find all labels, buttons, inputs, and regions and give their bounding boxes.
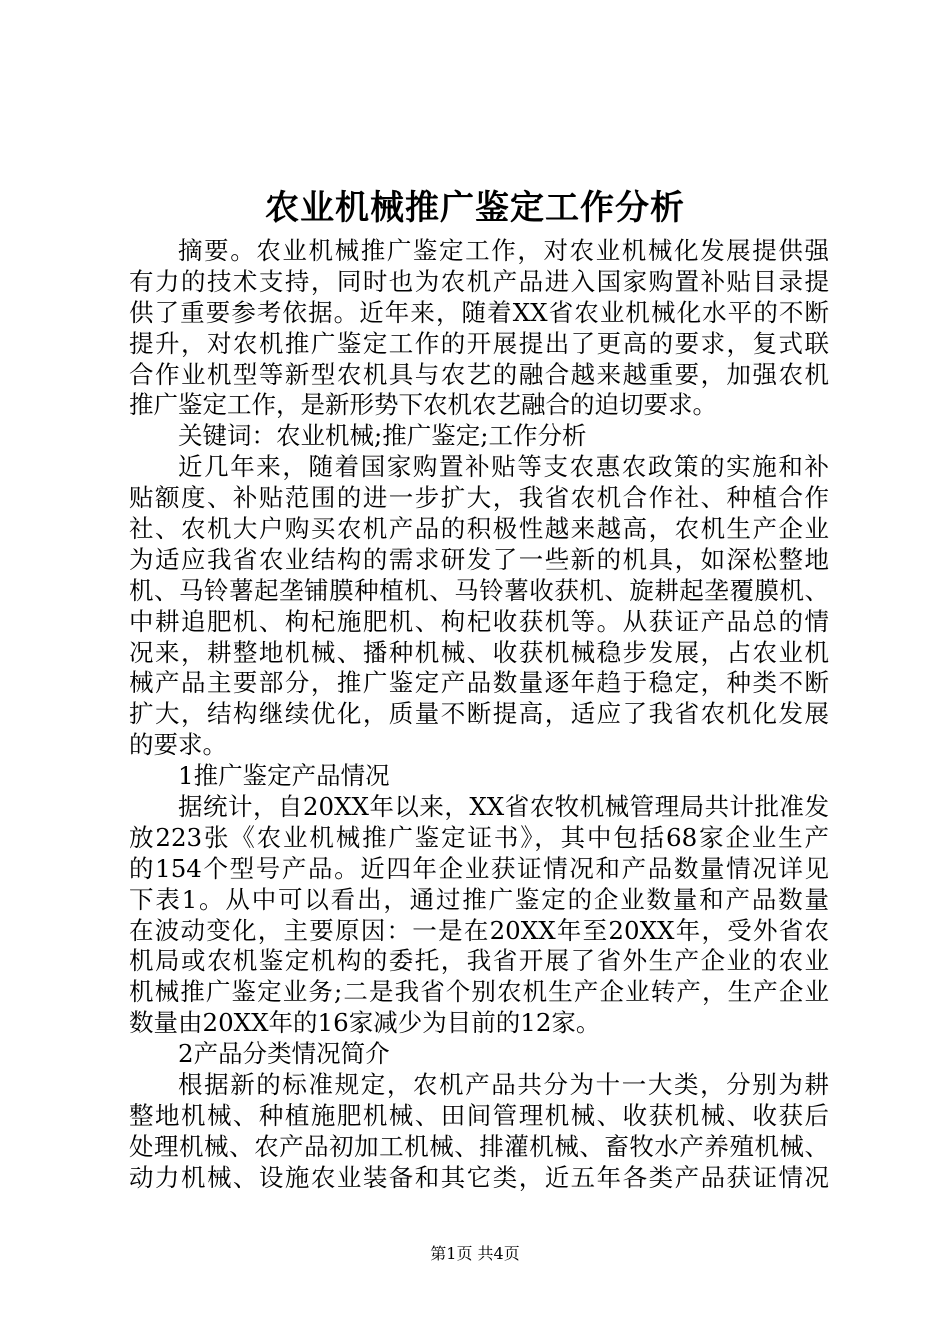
body-text-line: 放223张《农业机械推广鉴定证书》，其中包括68家企业生产 xyxy=(129,822,829,852)
body-text-line: 机局或农机鉴定机构的委托，我省开展了省外生产企业的农业 xyxy=(129,946,829,976)
body-text-line: 摘要。农业机械推广鉴定工作，对农业机械化发展提供强 xyxy=(178,236,829,265)
body-text-line: 处理机械、农产品初加工机械、排灌机械、畜牧水产养殖机械、 xyxy=(129,1131,829,1161)
page-footer: 第1页 共4页 xyxy=(430,1244,520,1263)
body-text-line: 有力的技术支持，同时也为农机产品进入国家购置补贴目录提 xyxy=(129,266,829,296)
body-text-line: 扩大，结构继续优化，质量不断提高，适应了我省农机化发展 xyxy=(129,699,829,729)
body-text-line: 关键词：农业机械;推广鉴定;工作分析 xyxy=(178,421,587,451)
body-text-line: 提升，对农机推广鉴定工作的开展提出了更高的要求，复式联 xyxy=(129,328,829,358)
body-text-line: 据统计，自20XX年以来，XX省农牧机械管理局共计批准发 xyxy=(178,792,829,822)
body-text-line: 合作业机型等新型农机具与农艺的融合越来越重要，加强农机 xyxy=(129,359,829,389)
body-text-line: 贴额度、补贴范围的进一步扩大，我省农机合作社、种植合作 xyxy=(129,483,829,513)
body-text-line: 的154个型号产品。近四年企业获证情况和产品数量情况详见 xyxy=(129,853,829,883)
body-text-line: 推广鉴定工作，是新形势下农机农艺融合的迫切要求。 xyxy=(129,390,717,420)
document-title: 农业机械推广鉴定工作分析 xyxy=(265,188,685,228)
body-text-line: 况来，耕整地机械、播种机械、收获机械稳步发展，占农业机 xyxy=(129,637,829,667)
body-text-line: 根据新的标准规定，农机产品共分为十一大类，分别为耕 xyxy=(178,1070,829,1100)
body-text-line: 动力机械、设施农业装备和其它类，近五年各类产品获证情况 xyxy=(129,1162,829,1192)
body-text-line: 为适应我省农业结构的需求研发了一些新的机具，如深松整地 xyxy=(129,544,829,574)
body-text-line: 1推广鉴定产品情况 xyxy=(178,761,390,791)
body-text-line: 机、马铃薯起垄铺膜种植机、马铃薯收获机、旋耕起垄覆膜机、 xyxy=(129,575,829,605)
body-text-line: 的要求。 xyxy=(129,730,227,760)
body-text-line: 械产品主要部分，推广鉴定产品数量逐年趋于稳定，种类不断 xyxy=(129,668,829,698)
body-text-line: 近几年来，随着国家购置补贴等支农惠农政策的实施和补 xyxy=(178,452,829,482)
body-text-line: 2产品分类情况简介 xyxy=(178,1039,390,1069)
body-text-line: 供了重要参考依据。近年来，随着XX省农业机械化水平的不断 xyxy=(129,297,829,327)
document-body xyxy=(129,236,829,1194)
body-text-line: 数量由20XX年的16家减少为目前的12家。 xyxy=(129,1008,601,1038)
body-text-line: 机械推广鉴定业务;二是我省个别农机生产企业转产，生产企业 xyxy=(129,977,829,1007)
body-text-line: 下表1。从中可以看出，通过推广鉴定的企业数量和产品数量 xyxy=(129,884,829,914)
body-text-line: 中耕追肥机、枸杞施肥机、枸杞收获机等。从获证产品总的情 xyxy=(129,606,829,636)
body-text-line: 整地机械、种植施肥机械、田间管理机械、收获机械、收获后 xyxy=(129,1100,829,1130)
body-text-line: 社、农机大户购买农机产品的积极性越来越高，农机生产企业 xyxy=(129,514,829,544)
body-text-line: 在波动变化，主要原因：一是在20XX年至20XX年，受外省农 xyxy=(129,915,829,945)
